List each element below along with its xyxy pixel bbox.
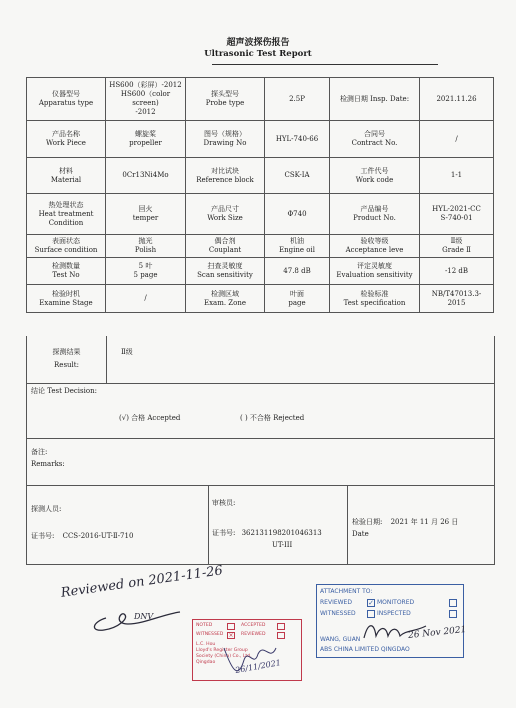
field-label-cell <box>186 121 265 158</box>
remarks-section <box>26 438 495 486</box>
date-value: 2021 年 11 月 26 日 <box>390 518 459 526</box>
abs-stamp-inspected: INSPECTED <box>377 610 411 617</box>
remarks-label-en: Remarks: <box>31 460 65 468</box>
field-label: Reference block <box>196 175 254 184</box>
field-value: propeller <box>129 139 162 147</box>
abs-handwritten-date: 26 Nov 2021 <box>407 624 467 642</box>
field-value: Engine oil <box>279 246 315 254</box>
signature-section <box>26 485 495 565</box>
field-label-cell <box>186 235 265 258</box>
field-label: Contract No. <box>351 139 398 147</box>
field-label-cell <box>330 194 420 235</box>
field-label-cell <box>330 285 420 313</box>
lr-stamp-line1: L.C. Hou <box>196 642 216 647</box>
result-label-en: Result: <box>54 361 79 369</box>
result-label-cell <box>27 336 107 383</box>
field-label-cell <box>27 235 106 258</box>
field-label: 扫查灵敏度 <box>207 262 243 270</box>
field-label: 表面状态 <box>52 237 80 245</box>
field-value-cell <box>106 235 186 258</box>
field-value: / <box>144 294 147 302</box>
field-label: 检测区域 <box>211 289 239 298</box>
field-value-cell <box>265 258 330 285</box>
field-label: 检验标准 <box>360 289 389 298</box>
field-label-cell <box>330 121 420 158</box>
field-label: 产品名称 <box>52 130 80 138</box>
field-label: 检测数量 <box>52 262 80 270</box>
field-label-cell <box>186 285 265 313</box>
field-label: 热处理状态 <box>48 200 84 209</box>
field-label: 偶合剂 <box>214 237 236 245</box>
field-value: Ⅱ级 <box>450 237 463 245</box>
field-value: 5 page <box>133 271 158 279</box>
decision-section <box>26 383 495 439</box>
lr-stamp-reviewed-box <box>277 632 285 639</box>
field-value: HYL-740-66 <box>275 134 319 143</box>
field-label: Surface condition <box>34 246 98 254</box>
field-value: HYL-2021-CC <box>432 205 481 213</box>
field-value: S-740-01 <box>440 214 473 222</box>
field-label: Scan sensitivity <box>197 271 253 279</box>
field-value: 叶面 <box>290 289 304 298</box>
report-title <box>0 38 516 60</box>
field-label: 产品尺寸 <box>211 205 239 213</box>
field-value-cell <box>106 285 186 313</box>
lr-stamp-line4: Qingdao <box>196 660 216 665</box>
abs-stamp-monitored: MONITORED <box>377 599 415 606</box>
abs-stamp-name: WANG, GUAN <box>320 636 361 643</box>
field-value-cell <box>420 285 494 313</box>
field-label: Probe type <box>205 99 245 107</box>
field-label-cell <box>186 78 265 121</box>
field-value: -2012 <box>135 108 156 116</box>
lr-stamp-witnessed: WITNESSED <box>196 632 224 637</box>
field-label: 检测日期 Insp. Date: <box>339 94 410 103</box>
remarks-label-cn: 备注: <box>31 448 48 456</box>
field-value: HS600（彩屏）-2012 <box>109 81 182 89</box>
abs-stamp-attachment: ATTACHMENT TO: <box>320 588 373 595</box>
field-value-cell <box>265 158 330 194</box>
field-value: 2.5P <box>289 94 305 103</box>
field-label-cell <box>27 285 106 313</box>
result-section <box>26 336 495 384</box>
field-value-cell <box>420 258 494 285</box>
decision-accepted: (√) 合格 Accepted <box>119 414 181 422</box>
field-label: Material <box>50 175 82 184</box>
field-label: Apparatus type <box>38 99 94 107</box>
field-label-cell <box>330 258 420 285</box>
field-label-cell <box>27 158 106 194</box>
field-label-cell <box>330 78 420 121</box>
field-label: 仪器型号 <box>52 90 80 98</box>
lr-stamp-reviewed: REVIEWED <box>241 632 266 637</box>
date-label: 检验日期: <box>352 518 383 526</box>
abs-stamp-witnessed: WITNESSED <box>320 610 356 617</box>
lr-signature <box>214 640 304 684</box>
field-value-cell <box>106 121 186 158</box>
field-value: 1-1 <box>450 171 463 179</box>
table-row <box>27 285 494 313</box>
field-label: Work Piece <box>46 139 86 147</box>
table-row <box>27 158 494 194</box>
field-label: Exam. Zone <box>203 298 247 307</box>
table-row <box>27 258 494 285</box>
field-value: NB/T47013.3- <box>431 289 482 298</box>
handwritten-review-note: Reviewed on 2021-11-26 <box>60 563 224 601</box>
field-value: -12 dB <box>444 266 469 275</box>
inspection-table-body <box>27 78 494 313</box>
field-value: 2021.11.26 <box>436 94 477 103</box>
inspection-table <box>26 77 494 313</box>
inspector-cell <box>27 485 209 564</box>
field-value-cell <box>420 158 494 194</box>
lr-stamp-witnessed-box: × <box>228 632 234 639</box>
field-value: 螺旋桨 <box>135 130 156 138</box>
inspector-cert-label: 证书号: <box>31 532 55 540</box>
field-value-cell <box>420 194 494 235</box>
abs-stamp-org: ABS CHINA LIMITED QINGDAO <box>320 646 410 653</box>
reviewer-cert-label: 证书号: <box>212 529 236 537</box>
field-value: Φ740 <box>287 209 307 218</box>
field-label: 材料 <box>59 166 73 175</box>
field-value: 47.8 dB <box>283 266 311 275</box>
lr-stamp-handwritten-date: 26/11/2021 <box>234 658 282 675</box>
reviewer-level: UT-III <box>272 541 293 549</box>
field-label-cell <box>330 235 420 258</box>
abs-stamp-reviewed-box: ✓ <box>368 599 374 607</box>
table-row <box>27 78 494 121</box>
field-value-cell <box>265 78 330 121</box>
lr-stamp-line3: Society (China) Co., Ltd. <box>196 654 252 659</box>
date-label-en: Date <box>352 530 369 538</box>
field-label-cell <box>27 258 106 285</box>
reviewer-cert <box>212 529 322 538</box>
field-value-cell <box>265 235 330 258</box>
field-value: 回火 <box>138 205 153 213</box>
field-value-cell <box>106 194 186 235</box>
field-label-cell <box>27 121 106 158</box>
field-value-cell <box>265 194 330 235</box>
inspection-date <box>352 518 458 527</box>
field-label-cell <box>186 194 265 235</box>
reviewer-label: 审核员: <box>212 499 236 507</box>
field-label: 产品编号 <box>360 205 389 213</box>
field-label: 探头型号 <box>211 90 239 98</box>
field-value: 5 叶 <box>138 262 153 270</box>
field-value-cell <box>265 121 330 158</box>
inspector-cert <box>31 532 133 541</box>
handwritten-initials: DNV <box>134 612 154 621</box>
title-underline <box>212 64 438 65</box>
field-label: Product No. <box>353 214 396 222</box>
field-value: temper <box>132 214 159 222</box>
result-label-cn: 探测结果 <box>52 348 81 356</box>
field-label: 评定灵敏度 <box>357 262 392 270</box>
decision-label: 结论 Test Decision: <box>31 387 97 395</box>
lr-stamp-noted: NOTED <box>196 623 213 628</box>
field-value-cell <box>420 78 494 121</box>
field-label: 验收等级 <box>360 237 389 245</box>
lr-stamp-accepted-box <box>277 623 285 630</box>
abs-stamp-monitored-box <box>449 599 457 607</box>
abs-stamp-reviewed: REVIEWED <box>320 599 352 606</box>
field-label-cell <box>186 158 265 194</box>
field-value: 2015 <box>447 298 466 307</box>
field-value-cell <box>420 235 494 258</box>
title-english: Ultrasonic Test Report <box>204 49 312 59</box>
reviewer-cert-value: 362131198201046313 <box>241 529 322 537</box>
field-value-cell <box>106 258 186 285</box>
field-value: 机油 <box>290 237 304 245</box>
field-label-cell <box>27 194 106 235</box>
field-label: 对比试块 <box>211 166 239 175</box>
field-label-cell <box>330 158 420 194</box>
abs-stamp-inspected-box <box>449 610 457 618</box>
title-chinese: 超声波探伤报告 <box>226 38 290 48</box>
lr-stamp-noted-box <box>227 623 235 630</box>
field-label: Condition <box>48 218 84 227</box>
field-label: 检验时机 <box>52 289 80 298</box>
reviewer-cell <box>208 485 348 564</box>
field-label: Test No <box>52 271 80 279</box>
table-row <box>27 235 494 258</box>
field-label: Work Size <box>207 214 243 222</box>
field-value: CSK-ⅠA <box>284 171 310 179</box>
inspector-label: 探测人员: <box>31 505 62 513</box>
field-value: / <box>455 134 458 143</box>
field-value-cell <box>265 285 330 313</box>
field-value: Polish <box>134 246 157 254</box>
field-label: 图号（规格） <box>204 130 246 138</box>
field-value-cell <box>420 121 494 158</box>
field-value: Grade Ⅱ <box>442 246 471 254</box>
field-value: 抛光 <box>138 237 153 245</box>
field-label-cell <box>186 258 265 285</box>
table-row <box>27 121 494 158</box>
field-label: Acceptance leve <box>345 246 404 254</box>
field-value-cell <box>106 78 186 121</box>
decision-rejected: ( ) 不合格 Rejected <box>240 414 305 422</box>
field-value: 0Cr13Ni4Mo <box>122 171 169 179</box>
lr-stamp-line2: Lloyd's Register Group <box>196 648 248 653</box>
field-label: Heat treatment <box>38 209 94 218</box>
field-value: page <box>288 298 306 307</box>
lr-stamp-accepted: ACCEPTED <box>241 623 266 628</box>
field-value-cell <box>106 158 186 194</box>
field-label-cell <box>27 78 106 121</box>
table-row <box>27 194 494 235</box>
field-label: 工件代号 <box>360 166 389 175</box>
inspector-cert-value: CCS-2016-UT-Ⅱ-710 <box>62 532 134 540</box>
field-label: Couplant <box>208 246 242 254</box>
field-label: 合同号 <box>364 130 385 138</box>
field-label: Evaluation sensitivity <box>336 271 413 279</box>
field-label: Work code <box>355 175 394 184</box>
field-label: Drawing No <box>203 139 247 147</box>
field-label: Examine Stage <box>39 298 93 307</box>
field-label: Test specification <box>343 298 406 307</box>
result-value: Ⅱ级 <box>121 348 133 356</box>
field-value: HS600（color screen) <box>120 90 171 107</box>
